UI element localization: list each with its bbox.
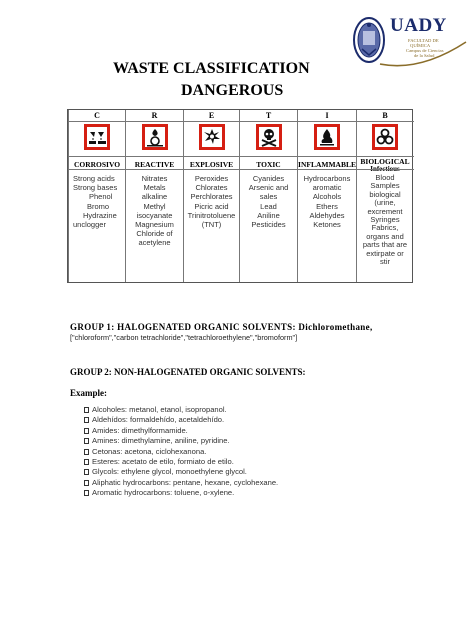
- list-item: Trinitrotoluene: [187, 210, 236, 220]
- group1-solvent-list: ["chloroform","carbon tetrachloride","tetrachloroethylene","bromoform"]: [70, 333, 298, 342]
- list-item: Amines: dimethylamine, aniline, pyridine.: [84, 436, 278, 446]
- column-inflammable: [297, 110, 356, 282]
- checkbox-icon: [84, 480, 89, 486]
- list-item: Aliphatic hydrocarbons: pentane, hexane, cyclohexane.: [84, 478, 278, 488]
- list-item: Strong bases: [73, 183, 118, 193]
- column-reactive: [125, 110, 183, 282]
- logo-line3: Campus de Ciencias: [406, 48, 444, 53]
- skull-icon: [256, 124, 282, 150]
- checkbox-icon: [84, 490, 89, 496]
- checkbox-icon: [84, 407, 89, 413]
- logo-name: UADY: [390, 15, 447, 36]
- list-item: unclogger: [73, 220, 106, 230]
- column-name: BIOLOGICAL: [360, 157, 410, 166]
- corrosive-icon: [84, 124, 110, 150]
- list-item: alkaline: [141, 192, 168, 202]
- column-letter: B: [382, 111, 388, 120]
- list-item: excrement: [367, 206, 403, 216]
- column-name: TOXIC: [256, 160, 281, 169]
- column-name: EXPLOSIVE: [189, 160, 234, 169]
- list-item: Syringes: [370, 215, 400, 225]
- list-item: Peroxides: [194, 174, 229, 183]
- list-item: Aromatic hydrocarbons: toluene, o-xylene.: [84, 488, 278, 498]
- list-item: parts that are: [362, 240, 408, 250]
- checkbox-icon: [84, 459, 89, 465]
- list-item: Cetonas: acetona, ciclohexanona.: [84, 447, 278, 457]
- checkbox-icon: [84, 449, 89, 455]
- list-item: Fabrics,: [371, 223, 399, 233]
- page-subtitle: DANGEROUS: [181, 82, 284, 99]
- list-item: Alcohols: [312, 192, 342, 202]
- list-item: Pesticides: [251, 220, 286, 230]
- group2-example-label: Example:: [70, 388, 107, 398]
- column-letter: T: [265, 111, 272, 120]
- list-item: Blood: [375, 173, 395, 182]
- list-item: aromatic: [312, 183, 342, 193]
- list-item: acetylene: [138, 238, 171, 248]
- list-item: Amides: dimethylformamide.: [84, 426, 278, 436]
- list-item: Alcoholes: metanol, etanol, isopropanol.: [84, 405, 278, 415]
- column-letter: E: [208, 111, 215, 120]
- checkbox-icon: [84, 428, 89, 434]
- column-name: REACTIVE: [134, 160, 175, 169]
- list-item: Methyl: [143, 201, 166, 211]
- explosive-icon: [199, 124, 225, 150]
- column-name: CORROSIVO: [73, 160, 121, 169]
- column-letter: I: [325, 111, 329, 120]
- column-items: [73, 174, 125, 229]
- list-item: extirpate or: [366, 248, 404, 258]
- page-title: WASTE CLASSIFICATION: [113, 60, 310, 77]
- list-item: Perchlorates: [190, 192, 233, 202]
- list-item: Chloride of: [136, 229, 173, 239]
- list-item: Hydrazine: [83, 210, 117, 220]
- list-item: Ethers: [316, 201, 338, 211]
- list-item: Bromo: [87, 201, 110, 211]
- logo-line4: de la Salud: [414, 53, 435, 58]
- list-item: Magnesium: [135, 220, 174, 230]
- column-biological: [356, 110, 413, 282]
- list-item: (urine,: [374, 198, 396, 208]
- list-item: Aldehydes: [309, 210, 345, 220]
- list-item: Hydrocarbons: [303, 174, 351, 183]
- list-item: Strong acids: [73, 174, 115, 183]
- checkbox-icon: [84, 417, 89, 423]
- column-items: [298, 174, 356, 229]
- group1-title: GROUP 1: HALOGENATED ORGANIC SOLVENTS: Dichloromethane,: [70, 322, 373, 332]
- column-letter: C: [94, 111, 100, 120]
- logo-line2: QUÍMICA: [410, 43, 431, 48]
- uady-logo: [350, 12, 468, 68]
- biohazard-icon: [372, 124, 398, 150]
- checkbox-icon: [84, 438, 89, 444]
- list-item: Phenol: [89, 192, 113, 202]
- list-item: Glycols: ethylene glycol, monoethylene glycol.: [84, 467, 278, 477]
- list-item: Aniline: [257, 210, 280, 220]
- list-item: Esteres: acetato de etilo, formiato de etilo.: [84, 457, 278, 467]
- list-item: Aldehídos: formaldehído, acetaldehído.: [84, 415, 278, 425]
- table-name-divider: [68, 169, 414, 170]
- column-letter: R: [151, 111, 158, 120]
- logo-line1: FACULTAD DE: [408, 38, 439, 43]
- group2-title: GROUP 2: NON-HALOGENATED ORGANIC SOLVENTS:: [70, 367, 306, 377]
- hazard-classification-table: [67, 109, 413, 283]
- list-item: Arsenic and: [248, 183, 289, 193]
- column-subname: Infectious: [370, 165, 400, 173]
- column-toxic: [239, 110, 297, 282]
- list-item: stir: [380, 257, 390, 267]
- list-item: Lead: [260, 201, 277, 211]
- group2-example-list: [84, 405, 278, 499]
- oxidizer-icon: [142, 124, 168, 150]
- list-item: Chlorates: [195, 183, 228, 193]
- list-item: sales: [259, 192, 278, 202]
- list-item: Ketones: [313, 220, 341, 230]
- column-items: [126, 174, 183, 248]
- table-symbol-divider: [68, 156, 414, 157]
- column-corrosive: [68, 110, 125, 282]
- column-name: INFLAMMABLE: [298, 160, 356, 169]
- column-items: [357, 174, 413, 266]
- flame-icon: [314, 124, 340, 150]
- list-item: organs and: [366, 231, 404, 241]
- column-explosive: [183, 110, 239, 282]
- list-item: Cyanides: [252, 174, 285, 183]
- list-item: Metals: [143, 183, 166, 193]
- column-items: [240, 174, 297, 229]
- list-item: biological: [369, 189, 401, 199]
- list-item: Nitrates: [141, 174, 168, 183]
- list-item: (TNT): [201, 220, 222, 230]
- column-items: [184, 174, 239, 229]
- list-item: Samples: [370, 181, 400, 191]
- list-item: isocyanate: [136, 210, 173, 220]
- checkbox-icon: [84, 469, 89, 475]
- list-item: Picric acid: [194, 201, 229, 211]
